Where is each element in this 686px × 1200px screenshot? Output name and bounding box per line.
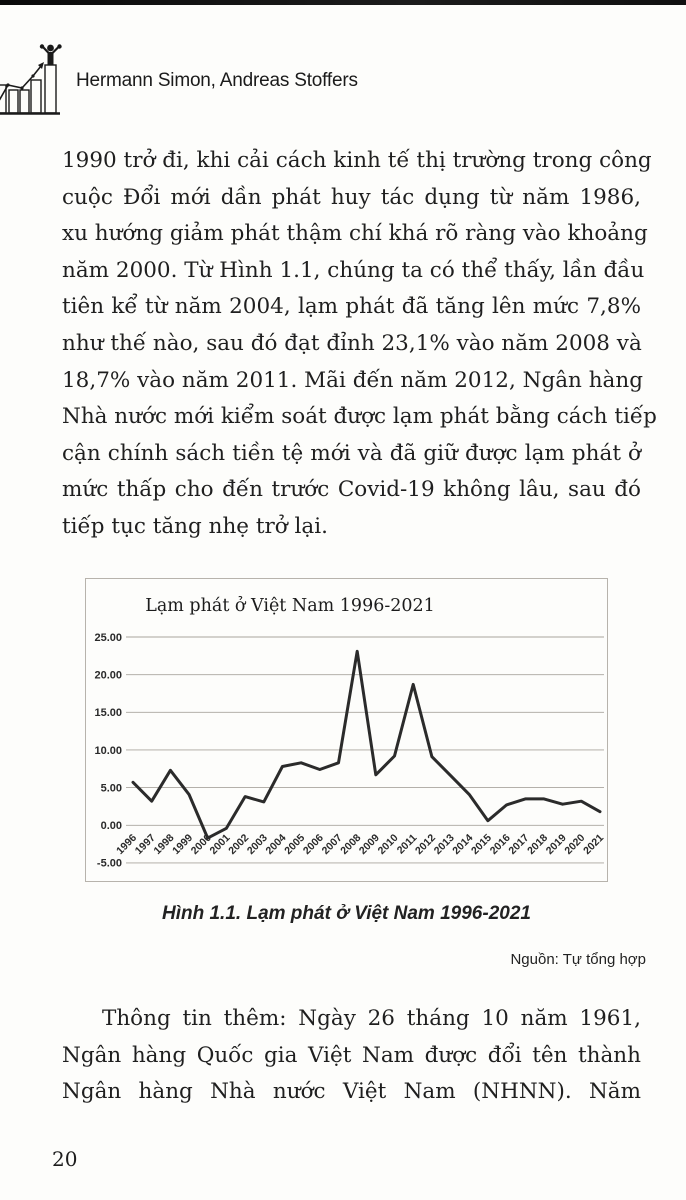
x-tick-label: 2000 xyxy=(188,831,214,857)
text-line: như thế nào, sau đó đạt đỉnh 23,1% vào năm 2008 và xyxy=(62,330,642,356)
body-paragraph-2 xyxy=(62,1001,641,1111)
x-tick-label: 1999 xyxy=(170,831,196,857)
text-line: Nhà nước mới kiểm soát được lạm phát bằng cách tiếp xyxy=(62,404,657,430)
x-tick-label: 2011 xyxy=(394,831,420,857)
text-line: tiên kể từ năm 2004, lạm phát đã tăng lên mức 7,8% xyxy=(62,294,641,320)
x-tick-label: 2013 xyxy=(431,831,457,857)
chart-gridlines xyxy=(126,637,607,863)
x-tick-label: 2001 xyxy=(207,831,233,857)
body-paragraph-1 xyxy=(62,143,657,546)
x-tick-label: 2017 xyxy=(506,831,532,857)
y-tick-label: 20.00 xyxy=(94,669,122,682)
x-tick-label: 2010 xyxy=(375,831,401,857)
y-tick-label: 10.00 xyxy=(94,744,122,757)
y-tick-label: 5.00 xyxy=(100,782,122,795)
y-tick-label: 25.00 xyxy=(94,631,122,644)
y-axis-labels xyxy=(94,632,122,870)
x-tick-label: 2018 xyxy=(525,831,551,857)
x-tick-label: 2004 xyxy=(263,831,289,857)
text-line: Ngân hàng Nhà nước Việt Nam (NHNN). Năm xyxy=(62,1079,641,1105)
x-tick-label: 2002 xyxy=(226,831,252,857)
x-tick-label: 2015 xyxy=(469,831,495,857)
text-line: 18,7% vào năm 2011. Mãi đến năm 2012, Ngân hàng xyxy=(62,367,643,393)
x-tick-label: 1996 xyxy=(114,831,140,857)
text-line: Thông tin thêm: Ngày 26 tháng 10 năm 1961, xyxy=(102,1006,641,1031)
inflation-line-series xyxy=(133,651,600,838)
x-tick-label: 2019 xyxy=(543,831,569,857)
x-tick-label: 2012 xyxy=(413,831,439,857)
x-tick-label: 2009 xyxy=(356,831,382,857)
x-tick-label: 2020 xyxy=(562,831,588,857)
text-line: Ngân hàng Quốc gia Việt Nam được đổi tên thành xyxy=(62,1042,641,1068)
page-number: 20 xyxy=(52,1147,78,1171)
text-line: cận chính sách tiền tệ mới và đã giữ được lạm phát ở xyxy=(62,440,641,466)
y-tick-label: -5.00 xyxy=(96,857,122,870)
x-tick-label: 2003 xyxy=(244,831,270,857)
x-tick-label: 2006 xyxy=(300,831,326,857)
y-tick-label: 15.00 xyxy=(94,707,122,720)
text-line: xu hướng giảm phát thậm chí khá rõ ràng vào khoảng xyxy=(62,221,648,247)
x-tick-label: 2021 xyxy=(581,831,607,857)
x-tick-label: 1997 xyxy=(132,831,158,857)
x-tick-label: 2008 xyxy=(338,831,364,857)
figure-caption: Hình 1.1. Lạm phát ở Việt Nam 1996-2021 xyxy=(162,903,531,924)
inflation-chart-figure xyxy=(85,578,608,882)
x-tick-label: 1998 xyxy=(151,831,177,857)
author-names: Hermann Simon, Andreas Stoffers xyxy=(76,70,358,91)
text-line: tiếp tục tăng nhẹ trở lại. xyxy=(62,513,328,539)
person-on-bar-icon xyxy=(40,44,62,65)
publisher-logo xyxy=(0,36,66,116)
text-line: năm 2000. Từ Hình 1.1, chúng ta có thể thấy, lần đầu xyxy=(62,257,645,283)
x-axis-labels xyxy=(114,832,606,857)
text-line: mức thấp cho đến trước Covid-19 không lâu, sau đó xyxy=(62,477,641,503)
page-top-edge-bar xyxy=(0,0,686,5)
inflation-chart-svg xyxy=(85,578,608,882)
text-line: 1990 trở đi, khi cải cách kinh tế thị trường trong công xyxy=(62,148,652,173)
chart-title: Lạm phát ở Việt Nam 1996-2021 xyxy=(145,596,435,616)
x-tick-label: 2014 xyxy=(450,831,476,857)
y-tick-label: 0.00 xyxy=(100,820,122,833)
x-tick-label: 2016 xyxy=(487,831,513,857)
text-line: cuộc Đổi mới dần phát huy tác dụng từ năm 1986, xyxy=(62,184,641,210)
growth-chart-icon xyxy=(0,36,66,116)
x-tick-label: 2007 xyxy=(319,831,345,857)
figure-source: Nguồn: Tự tổng hợp xyxy=(510,951,646,968)
x-tick-label: 2005 xyxy=(282,831,308,857)
